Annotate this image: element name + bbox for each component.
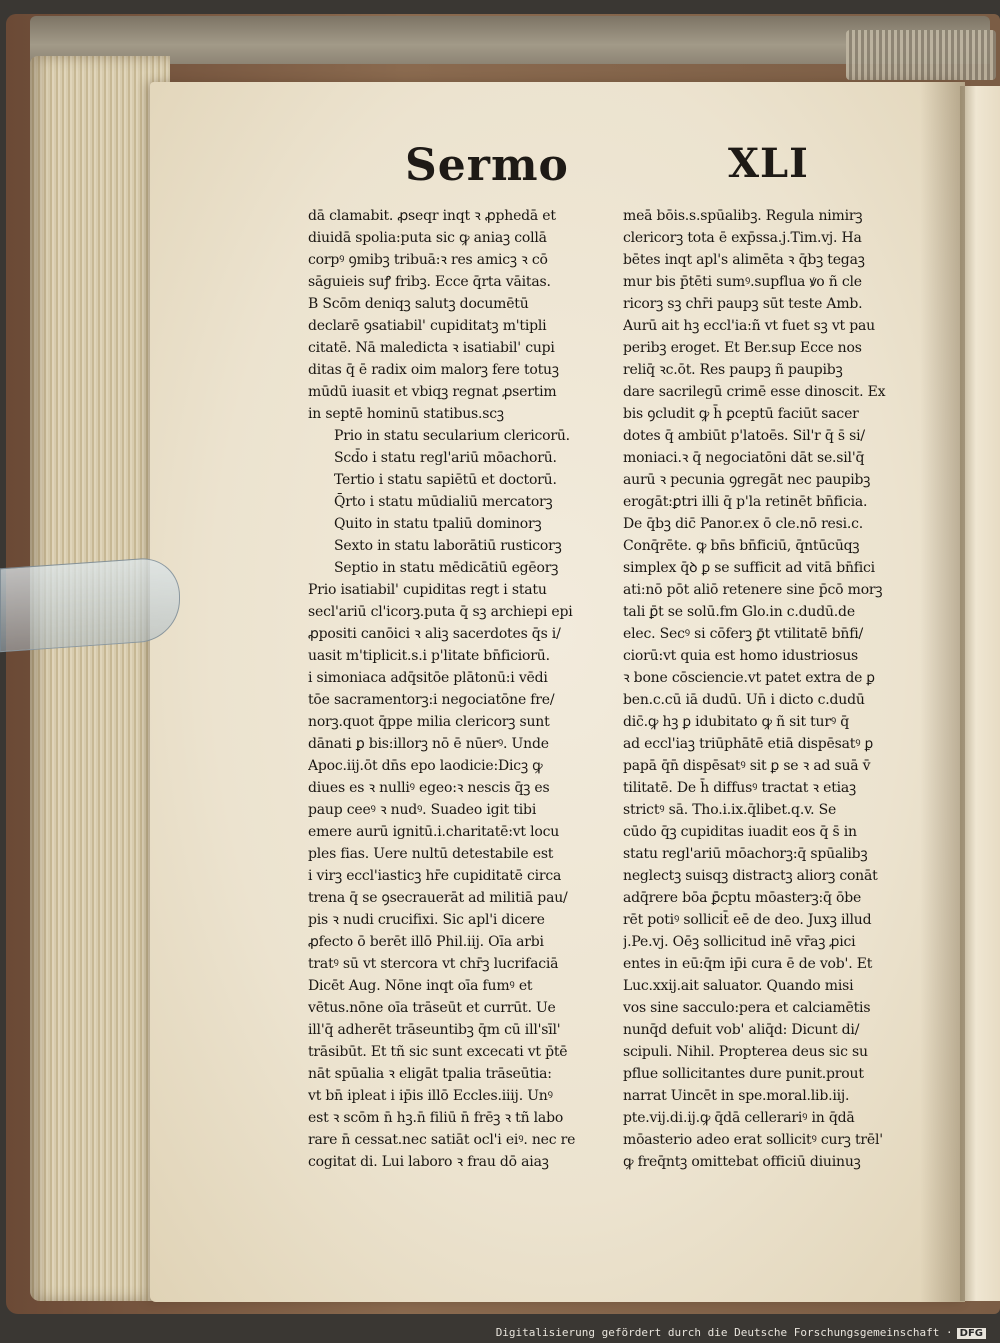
text-line: ricorꝫ sꝫ chr̄i paupꝫ sūt teste Amb. xyxy=(623,296,863,312)
text-line: pflue sollicitantes dure punit.prout xyxy=(623,1066,864,1082)
text-line: dā clamabit. ꝓseqr inqt ꝛ ꝓphedā et xyxy=(308,208,556,224)
text-line: ples fias. Uere nultū detestabile est xyxy=(308,846,554,862)
text-line: dic̄.ꝙ hꝫ ꝑ idubitato ꝙ ñ sit turꝰ q̄ xyxy=(623,714,850,730)
text-line: Aurū ait hꝫ eccl'ia:ñ vt fuet sꝫ vt pau xyxy=(623,318,875,334)
text-line: erogāt:ꝑtri illi q̄ p'la retinēt bn̄ficia. xyxy=(623,494,868,510)
text-line: narrat Uincēt in spe.moral.lib.iij. xyxy=(623,1088,850,1104)
text-line: in septē hominū statibus.scꝫ xyxy=(308,406,504,422)
text-line: elec. Secꝰ si cōferꝫ ꝑ̄t vtilitatē bn̄fi/ xyxy=(623,626,863,642)
text-line: reliq̄ ꝛc.ōt. Res paupꝫ ñ paupibꝫ xyxy=(623,362,843,378)
text-line: ill'q̄ adherēt trāseuntibꝫ q̄m cū ill'sīl' xyxy=(308,1022,561,1038)
spine-headband xyxy=(846,30,996,80)
text-line: mōasterio adeo erat sollicitꝰ curꝫ trēl' xyxy=(623,1132,883,1148)
text-line: dānati ꝑ bis:illorꝫ nō ē nūerꝰ. Unde xyxy=(308,736,549,752)
text-line: meā bōis.s.spūalibꝫ. Regula nimirꝫ xyxy=(623,208,863,224)
text-line: vētus.nōne oīa trāseūt et currūt. Ue xyxy=(308,1000,556,1016)
text-line: declarē ꝯsatiabil' cupiditatꝫ m'tipli xyxy=(308,318,547,334)
text-line: diuidā spolia:puta sic ꝙ aniaꝫ collā xyxy=(308,230,547,246)
text-line: sāguieis suꝭ fribꝫ. Ecce q̄rta vāitas. xyxy=(308,274,551,290)
text-column-right xyxy=(623,205,915,1173)
text-line: cūdo q̄ꝫ cupiditas iuadit eos q̄ s̄ in xyxy=(623,824,857,840)
text-line: Apoc.iij.ōt dn̄s epo laodicie:Dicꝫ ꝙ xyxy=(308,758,543,774)
text-line: bis ꝯcludit ꝙ h̄ ꝑceptū faciūt sacer xyxy=(623,406,859,422)
text-line: est ꝛ scōm n̄ hꝫ.n̄ filiū n̄ frēꝫ ꝛ tñ labo xyxy=(308,1110,564,1126)
text-line: trāsibūt. Et tñ sic sunt excecati vt p̄tē xyxy=(308,1044,568,1060)
text-line: entes in eū:q̄m ip̄i cura ē de vob'. Et xyxy=(623,956,873,972)
text-line: Sexto in statu laborātiū rusticorꝫ xyxy=(334,538,562,554)
text-line: ad eccl'iaꝫ triūphātē etiā dispēsatꝰ ꝑ xyxy=(623,736,874,752)
text-line: ben.c.cū iā dudū. Un̄ i dicto c.dudū xyxy=(623,692,865,708)
text-line: j.Pe.vj. Oēꝫ sollicitud inē vr̄aꝫ ꝓici xyxy=(623,934,856,950)
text-line: Prio isatiabil' cupiditas regt i statu xyxy=(308,582,547,598)
text-line: ditas q̄ ē radix oim malorꝫ fere totuꝫ xyxy=(308,362,559,378)
text-line: pis ꝛ nudi crucifixi. Sic apl'i dicere xyxy=(308,912,545,928)
text-line: secl'ariū cl'icorꝫ.puta q̄ sꝫ archiepi epi xyxy=(308,604,573,620)
text-line: statu regl'ariū mōachorꝫ:q̄ spūalibꝫ xyxy=(623,846,868,862)
text-line: tali ꝑ̄t se solū.fm Glo.in c.dudū.de xyxy=(623,604,855,620)
text-line: pte.vij.di.ij.ꝙ q̄dā cellerariꝰ in q̄dā xyxy=(623,1110,855,1126)
text-line: rēt potiꝰ sollicit̄ eē de deo. Juxꝫ illud xyxy=(623,912,872,928)
text-line: uasit m'tiplicit.s.i p'litate bn̄ficiorū. xyxy=(308,648,550,664)
text-line: nunq̄d defuit vob' aliq̄d: Dicunt di/ xyxy=(623,1022,860,1038)
text-line: tōe sacramentorꝫ:i negociatōne fre/ xyxy=(308,692,555,708)
text-line: i simoniaca adq̄sitōe plātonū:i vēdi xyxy=(308,670,548,686)
text-line: emere aurū ignitū.i.charitatē:vt locu xyxy=(308,824,560,840)
text-line: trena q̄ se ꝯsecrauerāt ad militiā pau/ xyxy=(308,890,568,906)
text-line: Scd̄o i statu regl'ariū mōachorū. xyxy=(334,450,557,466)
text-line: norꝫ.quot q̄ppe milia clericorꝫ sunt xyxy=(308,714,550,730)
text-line: diues es ꝛ nulliꝰ egeo:ꝛ nescis q̄ꝫ es xyxy=(308,780,550,796)
text-line: adq̄rere bōa ꝑ̄cptu mōasterꝫ:q̄ ōbe xyxy=(623,890,862,906)
text-line: B Scōm deniqꝫ salutꝫ documētū xyxy=(308,296,529,312)
text-line: nāt spūalia ꝛ eligāt tpalia trāseūtia: xyxy=(308,1066,552,1082)
credit-text: Digitalisierung gefördert durch die Deutsche Forschungsgemeinschaft · xyxy=(495,1326,953,1339)
text-line: clericorꝫ tota ē exp̄ssa.j.Tim.vj. Ha xyxy=(623,230,862,246)
gutter-shadow xyxy=(920,82,965,1302)
text-line: strictꝰ sā. Tho.i.ix.q̄libet.q.v. Se xyxy=(623,802,837,818)
text-line: ꝓpositi canōici ꝛ aliꝫ sacerdotes q̄s i/ xyxy=(308,626,561,642)
text-line: bētes inqt apl's alimēta ꝛ q̄bꝫ tegaꝫ xyxy=(623,252,865,268)
text-line: vos sine sacculo:pera et calciamētis xyxy=(623,1000,871,1016)
running-head-right: XLI xyxy=(728,140,809,187)
text-line: peribꝫ eroget. Et Ber.sup Ecce nos xyxy=(623,340,862,356)
text-line: citatē. Nā maledicta ꝛ isatiabil' cupi xyxy=(308,340,555,356)
text-line: ati:nō pōt aliō retenere sine p̄cō morꝫ xyxy=(623,582,883,598)
bookmark-strip xyxy=(0,556,180,653)
text-line: i virꝫ eccl'iasticꝫ hr̄e cupiditatē circa xyxy=(308,868,562,884)
digitization-credit xyxy=(496,1326,986,1339)
text-line: corpꝰ ꝯmibꝫ tribuā:ꝛ res amicꝫ ꝛ cō xyxy=(308,252,548,268)
text-column-left xyxy=(308,205,610,1173)
text-line: simplex q̄ꝺ ꝑ se sufficit ad vitā bn̄fici xyxy=(623,560,875,576)
text-line: papā q̄n̄ dispēsatꝰ sit ꝑ se ꝛ ad suā v̄ xyxy=(623,758,871,774)
page-block-edge xyxy=(30,56,170,1301)
text-line: dare sacrilegū crimē esse dinoscit. Ex xyxy=(623,384,886,400)
dfg-logo: DFG xyxy=(957,1328,986,1339)
text-line: aurū ꝛ pecunia ꝯgregāt nec paupibꝫ xyxy=(623,472,871,488)
text-line: scipuli. Nihil. Propterea deus sic su xyxy=(623,1044,868,1060)
facing-page-edge xyxy=(960,86,1000,1301)
text-line: vt bn̄ ipleat i ip̄is illō Eccles.iiij. Unꝰ xyxy=(308,1088,553,1104)
text-line: paup ceeꝰ ꝛ nudꝰ. Suadeo igit tibi xyxy=(308,802,537,818)
text-line: Q̄rto i statu mūdialiū mercatorꝫ xyxy=(334,494,553,510)
text-line: tilitatē. De h̄ diffusꝰ tractat ꝛ etiaꝫ xyxy=(623,780,857,796)
text-line: ꝙ freq̄ntꝫ omittebat officiū diuinuꝫ xyxy=(623,1154,861,1170)
text-line: moniaci.ꝛ q̄ negociatōni dāt se.sil'q̄ xyxy=(623,450,865,466)
text-line: ciorū:vt quia est homo idustriosus xyxy=(623,648,859,664)
text-line: Quito in statu tpaliū dominorꝫ xyxy=(334,516,542,532)
text-line: Prio in statu secularium clericorū. xyxy=(334,428,570,444)
text-line: De q̄bꝫ dic̄ Panor.ex ō cle.nō resi.c. xyxy=(623,516,864,532)
text-line: ꝛ bone cōsciencie.vt patet extra de ꝑ xyxy=(623,670,875,686)
running-head-left: Sermo xyxy=(405,140,569,191)
text-line: Conq̄rēte. ꝙ bn̄s bn̄ficiū, q̄ntūcūqꝫ xyxy=(623,538,860,554)
text-line: neglectꝫ suisqꝫ distractꝫ aliorꝫ conāt xyxy=(623,868,878,884)
text-line: mur bis p̄tēti sumꝰ.supflua ꝟo ñ cle xyxy=(623,274,862,290)
text-line: ꝓfecto ō berēt illō Phil.iij. Oīa arbi xyxy=(308,934,544,950)
text-line: Tertio i statu sapiētū et doctorū. xyxy=(334,472,557,488)
text-line: Dicēt Aug. Nōne inqt oīa fumꝰ et xyxy=(308,978,533,994)
text-line: mūdū iuasit et vbiqꝫ regnat ꝓsertim xyxy=(308,384,557,400)
text-line: Septio in statu mēdicātiū egēorꝫ xyxy=(334,560,559,576)
text-line: rare n̄ cessat.nec satiāt ocl'i eiꝰ. nec re xyxy=(308,1132,576,1148)
text-line: tratꝰ sū vt stercora vt chr̄ꝫ lucrifaciā xyxy=(308,956,559,972)
text-line: dotes q̄ ambiūt p'latoēs. Sil'r q̄ s̄ si/ xyxy=(623,428,865,444)
text-line: cogitat di. Lui laboro ꝛ frau dō aiaꝫ xyxy=(308,1154,549,1170)
text-line: Luc.xxij.ait saluator. Quando misi xyxy=(623,978,854,994)
